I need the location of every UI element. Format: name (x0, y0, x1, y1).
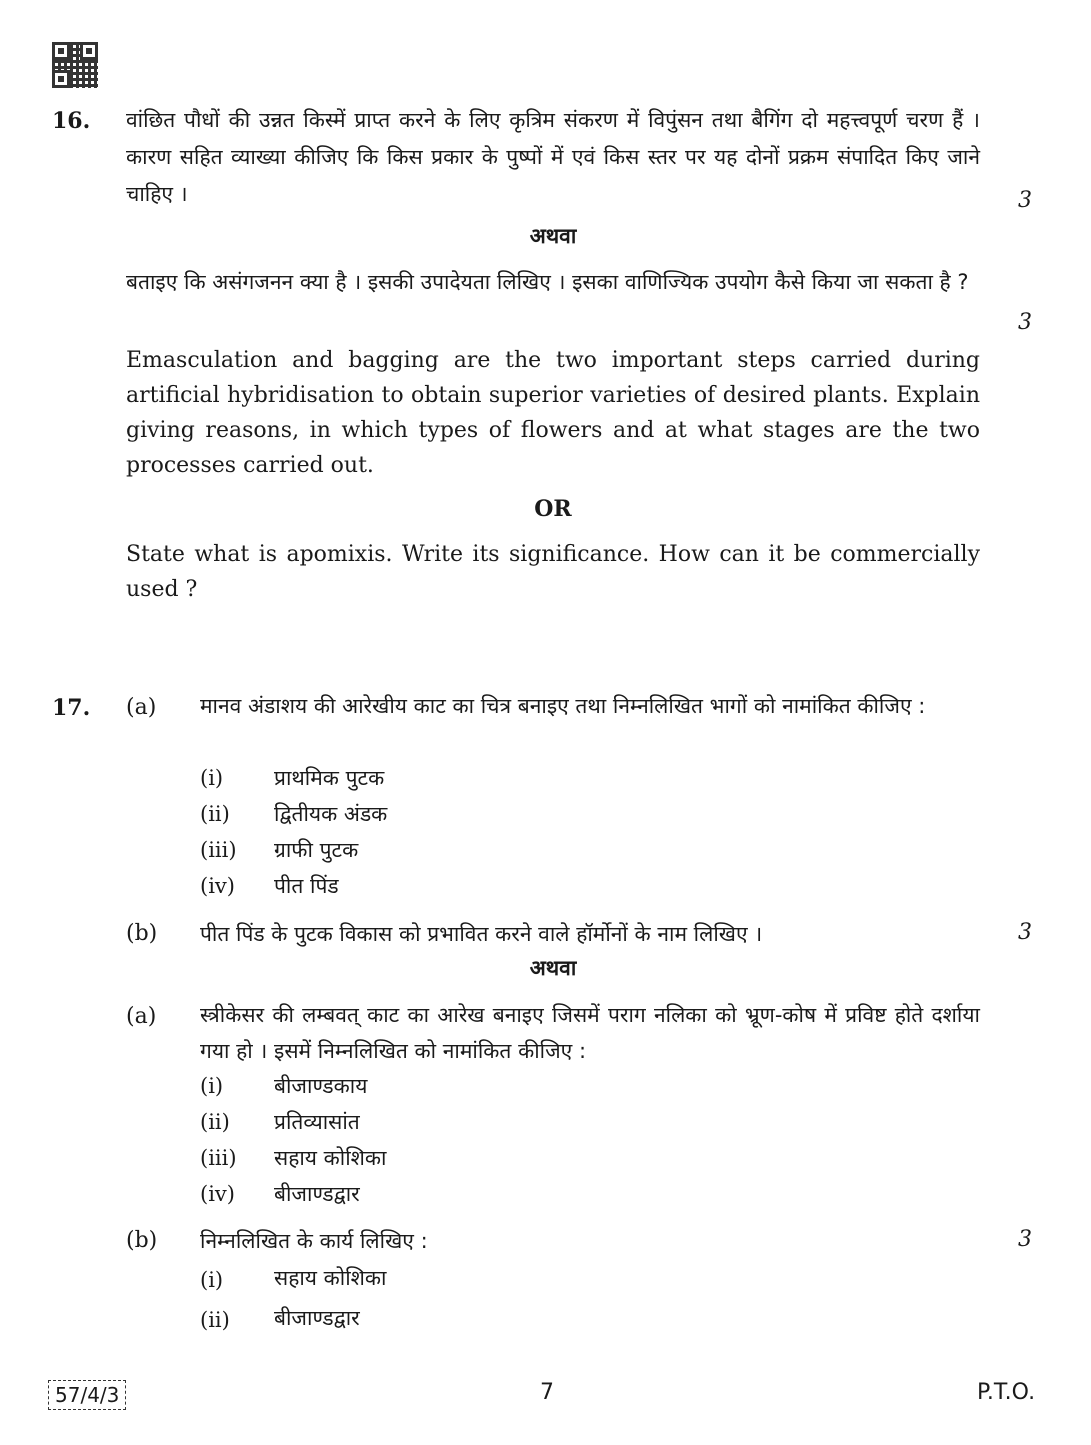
question-17-alt-b-label: (b) (126, 1228, 158, 1253)
question-17-or-hindi: अथवा (529, 956, 577, 980)
question-16-or-english: OR (534, 496, 572, 522)
page-number: 7 (540, 1380, 554, 1405)
question-17b-text: पीत पिंड के पुटक विकास को प्रभावित करने वाले हॉर्मोनों के नाम लिखिए । (200, 922, 763, 946)
list-item: सहाय कोशिका (274, 1266, 387, 1290)
question-17-alt-b-text: निम्नलिखित के कार्य लिखिए : (200, 1229, 428, 1253)
paper-code: 57/4/3 (48, 1380, 126, 1410)
list-item-roman: (i) (200, 1074, 224, 1098)
list-item-roman: (ii) (200, 1308, 230, 1332)
question-17-alt-b-marks: 3 (1018, 1227, 1032, 1252)
list-item-roman: (iii) (200, 838, 237, 862)
question-16-hindi-text: वांछित पौधों की उन्नत किस्में प्राप्त करने के लिए कृत्रिम संकरण में विपुंसन तथा बैगिंग दो महत्त्वपूर्ण चरण हैं । कारण सहित व्याख्या कीजिए कि किस प्रकार के पुष्पों में एवं किस स्तर पर यह दोनों प्रक्रम संपादित किए जाने चाहिए । (126, 108, 980, 206)
pto-label: P.T.O. (977, 1380, 1036, 1405)
question-17b-marks: 3 (1018, 920, 1032, 945)
list-item: बीजाण्डद्वार (274, 1306, 360, 1330)
question-17a-text: मानव अंडाशय की आरेखीय काट का चित्र बनाइए तथा निम्नलिखित भागों को नामांकित कीजिए : (200, 694, 926, 718)
list-item: बीजाण्डद्वार (274, 1182, 360, 1206)
question-16-or-hindi: अथवा (529, 224, 577, 248)
list-item-roman: (iv) (200, 1182, 235, 1206)
list-item: पीत पिंड (274, 874, 339, 898)
list-item-roman: (i) (200, 766, 224, 790)
question-17-alt-a-text: स्त्रीकेसर की लम्बवत् काट का आरेख बनाइए जिसमें पराग नलिका को भ्रूण-कोष में प्रविष्ट होते दर्शाया गया हो । इसमें निम्नलिखित को नामांकित कीजिए : (200, 1003, 980, 1063)
list-item: प्रतिव्यासांत (274, 1110, 360, 1134)
question-17-alt-a-label: (a) (126, 1004, 157, 1029)
list-item-roman: (i) (200, 1268, 224, 1292)
qr-code-icon (52, 42, 98, 88)
list-item-roman: (iii) (200, 1146, 237, 1170)
question-16-number: 16. (52, 108, 91, 134)
list-item: प्राथमिक पुटक (274, 766, 385, 790)
list-item: सहाय कोशिका (274, 1146, 387, 1170)
question-16-marks: 3 (1018, 188, 1032, 213)
list-item: बीजाण्डकाय (274, 1074, 368, 1098)
question-17a-label: (a) (126, 695, 157, 720)
list-item: ग्राफी पुटक (274, 838, 359, 862)
list-item-roman: (iv) (200, 874, 235, 898)
question-16-english-alt-text: State what is apomixis. Write its significance. How can it be commercially used ? (126, 542, 980, 602)
question-16-english-text: Emasculation and bagging are the two important steps carried during artificial hybridisation to obtain superior varieties of desired plants. Explain giving reasons, in which types of flowers and at what stages are the two processes carried out. (126, 348, 980, 478)
question-17-number: 17. (52, 695, 91, 721)
question-17b-label: (b) (126, 921, 158, 946)
list-item-roman: (ii) (200, 802, 230, 826)
question-16-alt-marks: 3 (1018, 310, 1032, 335)
question-16-hindi-alt-text: बताइए कि असंगजनन क्या है । इसकी उपादेयता लिखिए । इसका वाणिज्यिक उपयोग कैसे किया जा सकता है ? (126, 270, 969, 294)
list-item: द्वितीयक अंडक (274, 802, 388, 826)
list-item-roman: (ii) (200, 1110, 230, 1134)
